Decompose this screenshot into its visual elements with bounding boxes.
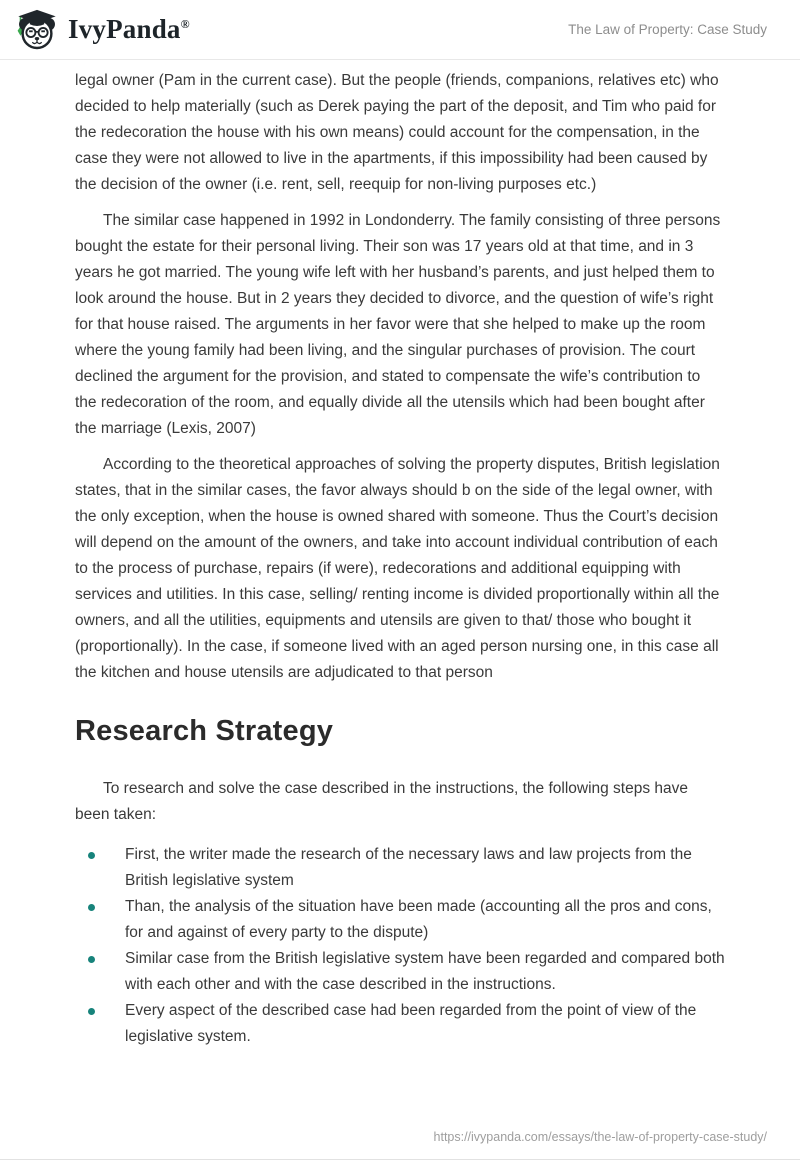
list-item-text: Similar case from the British legislative system have been regarded and compared both with each other and with the case described in the instructions. <box>125 950 725 993</box>
page-footer <box>0 1130 800 1144</box>
section-heading: Research Strategy <box>75 715 334 747</box>
bullet-icon <box>88 852 95 859</box>
bullet-list <box>75 842 725 1050</box>
bullet-icon <box>88 956 95 963</box>
brand-name: IvyPanda® <box>68 14 190 44</box>
ivypanda-logo-icon <box>14 7 60 53</box>
bullet-icon <box>88 1008 95 1015</box>
brand <box>14 7 190 53</box>
paragraph: legal owner (Pam in the current case). But the people (friends, companions, relatives etc) who decided to help materially (such as Derek paying the part of the deposit, and Tim who paid for the redecoration the house with his own means) could account for the compensation, in the case they were not allowed to live in the apartments, if this impossibility had been caused by the decision of the owner (i.e. rent, sell, reequip for non-living purposes etc.) <box>75 72 719 193</box>
intro-paragraph: To research and solve the case described in the instructions, the following steps have been taken: <box>75 780 689 823</box>
list-item <box>75 894 725 946</box>
list-item <box>75 946 725 998</box>
list-item-text: Every aspect of the described case had been regarded from the point of view of the legislative system. <box>125 1002 697 1045</box>
bullet-icon <box>88 904 95 911</box>
document-body <box>75 68 725 1050</box>
paragraph: The similar case happened in 1992 in Londonderry. The family consisting of three persons bought the estate for their personal living. Their son was 17 years old at that time, and in 3 years he got married. The young wife left with her husband’s parents, and just helped them to look around the house. But in 2 years they decided to divorce, and the question of wife’s right for that house raised. The arguments in her favor were that she helped to make up the room where the young family had been living, and the singular purchases of provision. The court declined the argument for the provision, and stated to compensate the wife’s contribution to the redecoration of the room, and equally divide all the utensils which had been bought after the marriage (Lexis, 2007) <box>75 212 721 437</box>
source-url: https://ivypanda.com/essays/the-law-of-property-case-study/ <box>433 1130 767 1144</box>
registered-mark: ® <box>180 17 190 31</box>
list-item-text: Than, the analysis of the situation have been made (accounting all the pros and cons, for and against of every party to the dispute) <box>125 898 712 941</box>
paragraph: According to the theoretical approaches of solving the property disputes, British legislation states, that in the similar cases, the favor always should b on the side of the legal owner, with the only exception, when the house is owned shared with someone. Thus the Court’s decision will depend on the amount of the owners, and take into account individual contribution of each to the process of purchase, repairs (if were), redecorations and additional equipping with services and utilities. In this case, selling/ renting income is divided proportionally within all the owners, and all the utilities, equipments and utensils are given to that/ those who bought it (proportionally). In the case, if someone lived with an aged person nursing one, in this case all the kitchen and house utensils are adjudicated to that person <box>75 456 720 681</box>
list-item-text: First, the writer made the research of the necessary laws and law projects from the British legislative system <box>125 846 692 889</box>
list-item <box>75 998 725 1050</box>
page-header <box>0 0 800 60</box>
list-item <box>75 842 725 894</box>
document-title: The Law of Property: Case Study <box>568 22 767 37</box>
